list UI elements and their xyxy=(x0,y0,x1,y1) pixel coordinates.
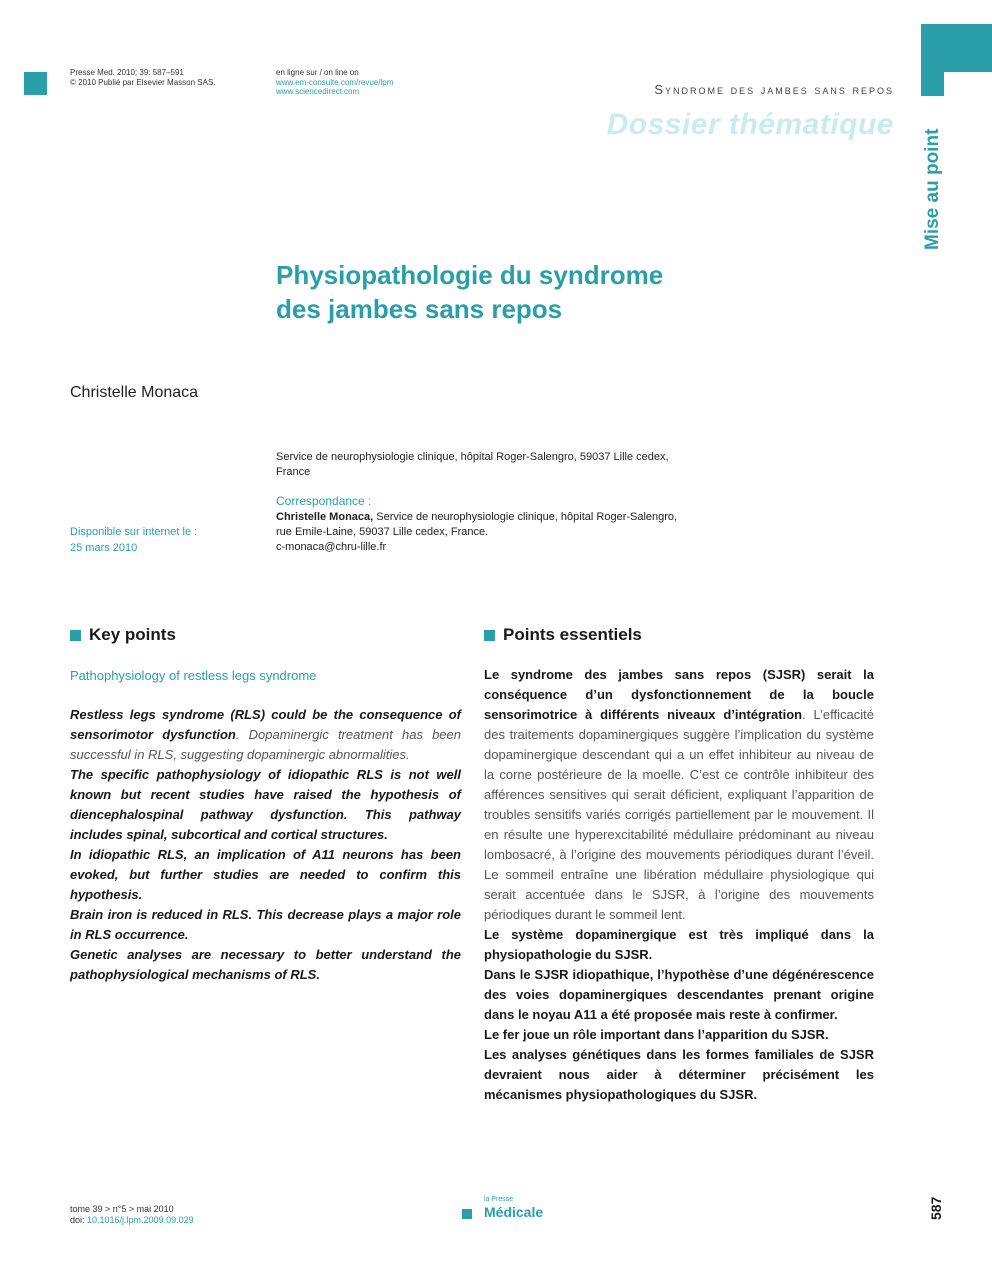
points-essentiels-body xyxy=(484,665,874,1105)
points-essentiels-title: Points essentiels xyxy=(503,625,642,644)
side-label-wrapper xyxy=(918,116,948,250)
bullet-square-icon xyxy=(484,630,495,641)
logo-small-text: la Presse xyxy=(484,1196,514,1203)
doi-link[interactable]: 10.1016/j.lpm.2009.09.029 xyxy=(87,1215,194,1225)
kp-paragraph: Genetic analyses are necessary to better understand the pathophysiological mechanisms of RLS. xyxy=(70,947,461,982)
title-line2: des jambes sans repos xyxy=(276,294,563,324)
pe-p1-rest: . L’efficacité des traitements dopaminergiques suggère l’implication du système dopaminergique descendant qui a un effet inhibiteur au niveau de la corne postérieure de la moelle. C’est ce contrôle inhibiteur des afférences sensitives qui serait déficient, expliquant l’apparition de troubles sensitifs variés corrigés partiellement par le mouvement. Il en résulte une hyperexcitabilité médullaire prédominant au niveau lombosacré, à l’origine des mouvements périodiques durant l’éveil. Le sommeil entraîne une libération médullaire physiologique qui serait accentuée dans le SJSR, à l’origine des mouvements périodiques durant le sommeil lent. xyxy=(484,707,874,922)
correspondance-body xyxy=(276,510,696,555)
footer-issue: tome 39 > n°5 > mai 2010 xyxy=(70,1204,174,1214)
journal-logo xyxy=(462,1196,543,1222)
corr-name: Christelle Monaca, xyxy=(276,511,374,523)
kp-p1-bold: Restless legs syndrome (RLS) could be the consequence of sensorimotor dysfunction xyxy=(70,707,461,742)
pe-paragraph: Le système dopaminergique est très impliqué dans la physiopathologie du SJSR. xyxy=(484,927,874,962)
points-essentiels-heading xyxy=(484,625,642,645)
online-label: en ligne sur / on line on xyxy=(276,68,359,77)
corr-line1: Service de neurophysiologie clinique, hôpital Roger-Salengro, xyxy=(373,511,678,523)
page-number: 587 xyxy=(928,1196,944,1220)
kp-paragraph xyxy=(70,705,461,765)
page-number-wrapper xyxy=(928,1192,948,1222)
kp-paragraph: In idiopathic RLS, an implication of A11 neurons has been evoked, but further studies are needed to confirm this hypothesis. xyxy=(70,847,461,902)
pe-paragraph: Dans le SJSR idiopathique, l’hypothèse d’une dégénérescence des voies dopaminergiques descendantes prenant origine dans le noyau A11 a été proposée mais reste à confirmer. xyxy=(484,967,874,1022)
key-points-subtitle: Pathophysiology of restless legs syndrome xyxy=(70,668,317,683)
corner-square-left xyxy=(24,72,47,95)
doi-label: doi: xyxy=(70,1215,88,1225)
correspondance-label: Correspondance : xyxy=(276,494,372,508)
available-online xyxy=(70,524,197,556)
article-title xyxy=(276,258,736,326)
affiliation-line1: Service de neurophysiologie clinique, hôpital Roger-Salengro, 59037 Lille cedex, xyxy=(276,451,669,463)
affiliation xyxy=(276,450,686,480)
journal-ref-line1: Presse Med. 2010; 39: 587–591 xyxy=(70,68,184,77)
bullet-square-icon xyxy=(70,630,81,641)
key-points-heading xyxy=(70,625,176,645)
journal-ref-line2: © 2010 Publié par Elsevier Masson SAS. xyxy=(70,77,216,87)
corr-line2: rue Emile-Laine, 59037 Lille cedex, France. xyxy=(276,526,489,538)
title-line1: Physiopathologie du syndrome xyxy=(276,260,664,290)
pe-p1-bold: Le syndrome des jambes sans repos (SJSR) serait la conséquence d’un dysfonctionnement de la boucle sensorimotrice à différents niveaux d’intégration xyxy=(484,667,874,722)
side-label: Mise au point xyxy=(922,128,943,250)
pe-paragraph xyxy=(484,665,874,925)
kp-paragraph: The specific pathophysiology of idiopathic RLS is not well known but recent studies have raised the hypothesis of diencephalospinal pathway dysfunction. This pathway includes spinal, subcortical and cortical structures. xyxy=(70,767,461,842)
online-url-sciencedirect[interactable]: www.sciencedirect.com xyxy=(276,87,360,96)
logo-square-icon xyxy=(462,1209,472,1219)
header-dossier: Dossier thématique xyxy=(606,108,894,141)
kp-paragraph: Brain iron is reduced in RLS. This decrease plays a major role in RLS occurrence. xyxy=(70,907,461,942)
online-url-emconsulte[interactable]: www.em-consulte.com/revue/lpm xyxy=(276,77,394,87)
affiliation-line2: France xyxy=(276,466,311,478)
header-topic: Syndrome des jambes sans repos xyxy=(654,82,894,97)
logo-main-text: Médicale xyxy=(484,1204,544,1220)
footer-issue-info xyxy=(70,1204,194,1226)
key-points-body xyxy=(70,705,461,985)
pe-paragraph: Le fer joue un rôle important dans l’apparition du SJSR. xyxy=(484,1027,829,1042)
corr-email[interactable]: c-monaca@chru-lille.fr xyxy=(276,541,387,553)
pe-paragraph: Les analyses génétiques dans les formes familiales de SJSR devraient nous aider à déterminer précisément les mécanismes physiopathologiques du SJSR. xyxy=(484,1047,874,1102)
online-availability xyxy=(276,68,393,97)
available-label: Disponible sur internet le : xyxy=(70,526,198,538)
kp-p1-rest: . Dopaminergic treatment has been successful in RLS, suggesting dopaminergic abnormalities. xyxy=(70,727,461,762)
available-date: 25 mars 2010 xyxy=(70,542,138,554)
key-points-title: Key points xyxy=(89,625,176,644)
journal-reference xyxy=(70,68,216,87)
author: Christelle Monaca xyxy=(70,384,199,401)
corner-notch xyxy=(944,72,992,96)
